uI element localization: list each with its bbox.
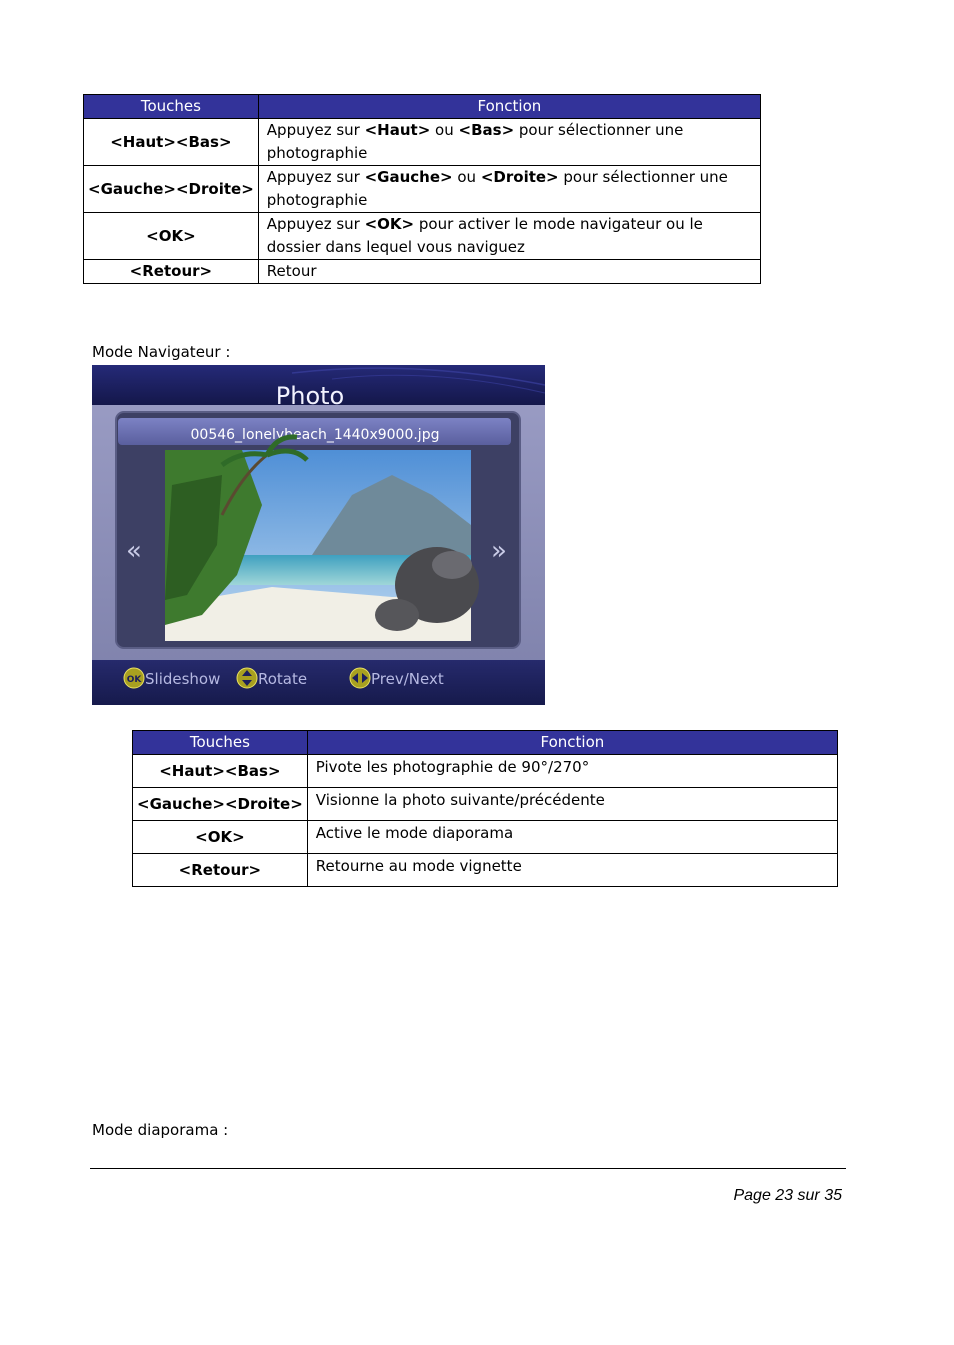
keys-table-navigator xyxy=(132,730,838,887)
header-fonction: Fonction xyxy=(258,95,760,119)
hint-slideshow: Slideshow xyxy=(145,670,221,688)
table-row xyxy=(84,213,761,260)
screen-title: Photo xyxy=(275,382,345,410)
header-touches: Touches xyxy=(133,731,308,755)
function-cell: Appuyez sur <OK> pour activer le mode navigateur ou le dossier dans lequel vous naviguez xyxy=(258,213,760,260)
prev-arrow-icon[interactable]: « xyxy=(126,536,142,566)
photo-browser-screenshot xyxy=(92,365,545,705)
key-cell: <Haut><Bas> xyxy=(84,119,259,166)
function-cell: Visionne la photo suivante/précédente xyxy=(307,788,837,821)
hint-rotate: Rotate xyxy=(258,670,308,688)
svg-text:OK: OK xyxy=(126,675,142,685)
footer-divider xyxy=(90,1168,846,1169)
mode-diaporama-label: Mode diaporama : xyxy=(92,1121,229,1139)
function-cell: Retourne au mode vignette xyxy=(307,854,837,887)
key-cell: <Gauche><Droite> xyxy=(133,788,308,821)
table-row xyxy=(84,260,761,284)
function-cell: Appuyez sur <Gauche> ou <Droite> pour sélectionner une photographie xyxy=(258,166,760,213)
table-row xyxy=(133,821,838,854)
function-cell: Appuyez sur <Haut> ou <Bas> pour sélectionner une photographie xyxy=(258,119,760,166)
hint-prev-next: Prev/Next xyxy=(371,670,444,688)
table-row xyxy=(133,788,838,821)
table-row xyxy=(84,119,761,166)
function-cell: Pivote les photographie de 90°/270° xyxy=(307,755,837,788)
key-cell: <OK> xyxy=(84,213,259,260)
page-number: Page 23 sur 35 xyxy=(733,1187,842,1204)
key-cell: <Retour> xyxy=(84,260,259,284)
table-row xyxy=(133,854,838,887)
key-cell: <Haut><Bas> xyxy=(133,755,308,788)
table-row xyxy=(84,166,761,213)
key-cell: <OK> xyxy=(133,821,308,854)
key-cell: <Gauche><Droite> xyxy=(84,166,259,213)
header-touches: Touches xyxy=(84,95,259,119)
next-arrow-icon[interactable]: » xyxy=(491,536,507,566)
mode-navigateur-label: Mode Navigateur : xyxy=(92,343,231,361)
table-row xyxy=(133,755,838,788)
table-header-row xyxy=(84,95,761,119)
keys-table-thumbnails xyxy=(83,94,761,284)
file-name: 00546_lonelybeach_1440x9000.jpg xyxy=(190,427,440,443)
function-cell: Retour xyxy=(258,260,760,284)
key-cell: <Retour> xyxy=(133,854,308,887)
table-header-row xyxy=(133,731,838,755)
header-fonction: Fonction xyxy=(307,731,837,755)
function-cell: Active le mode diaporama xyxy=(307,821,837,854)
